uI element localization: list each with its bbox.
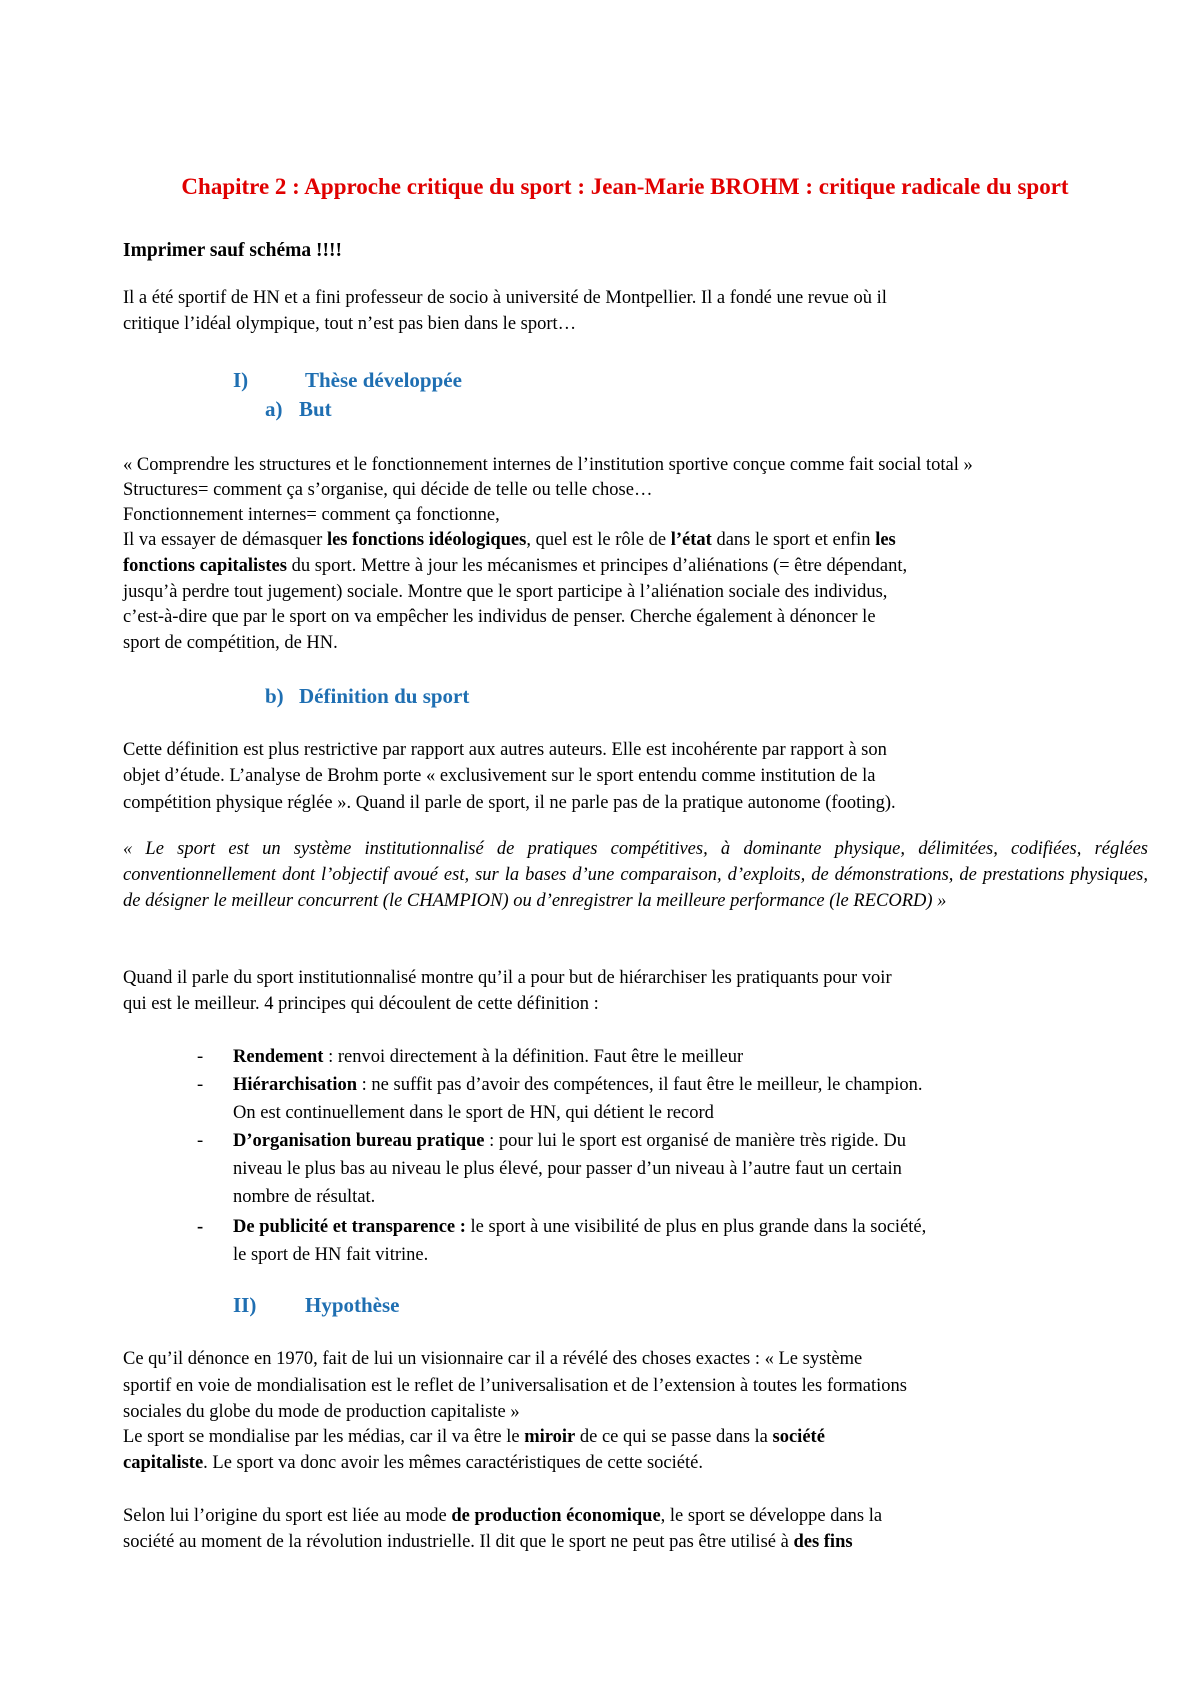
bold-term: fonctions capitalistes bbox=[123, 556, 287, 576]
principle-text: : ne suffit pas d’avoir des compétences, il faut être le meilleur, le champion. bbox=[357, 1075, 923, 1095]
bullet-dash: - bbox=[197, 1047, 204, 1067]
principle-text: le sport à une visibilité de plus en plus grande dans la société, bbox=[465, 1217, 927, 1237]
text-run: Il va essayer de démasquer bbox=[123, 530, 327, 550]
text-run: Selon lui l’origine du sport est liée au mode bbox=[123, 1506, 452, 1526]
bold-term: société bbox=[772, 1427, 825, 1447]
principle-publicite bbox=[233, 1213, 926, 1241]
principle-text: : pour lui le sport est organisé de manière très rigide. Du bbox=[484, 1131, 906, 1151]
bold-term: miroir bbox=[524, 1427, 576, 1447]
print-note: Imprimer sauf schéma !!!! bbox=[123, 240, 342, 261]
subsection-heading-a bbox=[265, 395, 332, 423]
but-line-7: c’est-à-dire que par le sport on va empêcher les individus de penser. Cherche également à dénoncer le bbox=[123, 607, 876, 627]
principles-intro-line-1: Quand il parle du sport institutionnalisé montre qu’il a pour but de hiérarchiser les pratiquants pour voir bbox=[123, 968, 892, 988]
but-line-5 bbox=[123, 553, 907, 579]
text-run: . Le sport va donc avoir les mêmes caractéristiques de cette société. bbox=[203, 1453, 703, 1473]
principle-continuation: niveau le plus bas au niveau le plus élevé, pour passer d’un niveau à l’autre faut un certain bbox=[233, 1159, 902, 1179]
bold-term: l’état bbox=[670, 530, 712, 550]
but-line-4 bbox=[123, 527, 896, 553]
principle-continuation: le sport de HN fait vitrine. bbox=[233, 1245, 429, 1265]
hypothese-line-1: Ce qu’il dénonce en 1970, fait de lui un visionnaire car il a révélé des choses exactes : « Le système bbox=[123, 1349, 863, 1369]
section-number: I) bbox=[233, 368, 249, 392]
text-run: , le sport se développe dans la bbox=[660, 1506, 883, 1526]
text-run: du sport. Mettre à jour les mécanismes et principes d’aliénations (= être dépendant, bbox=[286, 556, 908, 576]
hypothese-line-4 bbox=[123, 1424, 825, 1450]
but-line-3: Fonctionnement internes= comment ça fonctionne, bbox=[123, 505, 500, 525]
hypothese-line-5 bbox=[123, 1450, 703, 1476]
text-run: dans le sport et enfin bbox=[711, 530, 876, 550]
hypothese-line-3: sociales du globe du mode de production capitaliste » bbox=[123, 1402, 520, 1422]
intro-line-2: critique l’idéal olympique, tout n’est pas bien dans le sport… bbox=[123, 314, 577, 334]
bold-term: les fonctions idéologiques bbox=[326, 530, 527, 550]
section-label: Hypothèse bbox=[305, 1293, 400, 1317]
text-run: Le sport se mondialise par les médias, car il va être le bbox=[123, 1427, 525, 1447]
bold-term: des fins bbox=[793, 1532, 853, 1552]
text-run: société au moment de la révolution industrielle. Il dit que le sport ne peut pas être utilisé à bbox=[123, 1532, 794, 1552]
but-line-6: jusqu’à perdre tout jugement) sociale. Montre que le sport participe à l’aliénation sociale des individus, bbox=[123, 582, 888, 602]
principle-term: De publicité et transparence : bbox=[233, 1217, 466, 1237]
principle-hierarchisation bbox=[233, 1071, 923, 1099]
bold-term: les bbox=[875, 530, 896, 550]
principle-term: Rendement bbox=[233, 1047, 324, 1067]
text-run: de ce qui se passe dans la bbox=[575, 1427, 773, 1447]
principle-rendement bbox=[233, 1043, 743, 1071]
bullet-dash: - bbox=[197, 1217, 204, 1237]
principles-intro-line-2: qui est le meilleur. 4 principes qui découlent de cette définition : bbox=[123, 994, 599, 1014]
subsection-number: a) bbox=[265, 397, 283, 421]
principle-continuation: nombre de résultat. bbox=[233, 1187, 376, 1207]
but-line-8: sport de compétition, de HN. bbox=[123, 633, 338, 653]
hypothese-line-2: sportif en voie de mondialisation est le reflet de l’universalisation et de l’extension à toutes les formations bbox=[123, 1376, 907, 1396]
principle-term: D’organisation bureau pratique bbox=[233, 1131, 485, 1151]
intro-line-1: Il a été sportif de HN et a fini professeur de socio à université de Montpellier. Il a fondé une revue où il bbox=[123, 288, 887, 308]
text-run: , quel est le rôle de bbox=[526, 530, 671, 550]
section-heading-2 bbox=[233, 1291, 400, 1319]
bullet-dash: - bbox=[197, 1131, 204, 1151]
section-label: Thèse développée bbox=[305, 368, 462, 392]
subsection-number: b) bbox=[265, 684, 284, 708]
definition-line-1: Cette définition est plus restrictive par rapport aux autres auteurs. Elle est incohérente par rapport à son bbox=[123, 740, 887, 760]
bullet-dash: - bbox=[197, 1075, 204, 1095]
principle-organisation bbox=[233, 1127, 906, 1155]
principle-text: : renvoi directement à la définition. Faut être le meilleur bbox=[323, 1047, 744, 1067]
but-line-2: Structures= comment ça s’organise, qui décide de telle ou telle chose… bbox=[123, 480, 653, 500]
subsection-label: Définition du sport bbox=[299, 684, 470, 708]
section-number: II) bbox=[233, 1293, 257, 1317]
chapter-title: Chapitre 2 : Approche critique du sport : Jean-Marie BROHM : critique radicale du sport bbox=[181, 174, 1069, 199]
hypothese-line-7 bbox=[123, 1529, 853, 1555]
hypothese-line-6 bbox=[123, 1503, 882, 1529]
principle-term: Hiérarchisation bbox=[233, 1075, 358, 1095]
section-heading-1 bbox=[233, 366, 462, 394]
bold-term: capitaliste bbox=[123, 1453, 204, 1473]
but-line-1: « Comprendre les structures et le fonctionnement internes de l’institution sportive conçue comme fait social total » bbox=[123, 455, 973, 475]
subsection-label: But bbox=[299, 397, 332, 421]
definition-line-2: objet d’étude. L’analyse de Brohm porte « exclusivement sur le sport entendu comme institution de la bbox=[123, 766, 876, 786]
bold-term: de production économique bbox=[451, 1506, 661, 1526]
principle-continuation: On est continuellement dans le sport de HN, qui détient le record bbox=[233, 1103, 714, 1123]
subsection-heading-b bbox=[265, 682, 469, 710]
definition-quote: « Le sport est un système institutionnalisé de pratiques compétitives, à dominante physique, délimitées, codifiées, réglées conventionnellement dont l’objectif avoué est, sur la bases d’une comparaison, d’exploits, de démonstrations, de prestations physiques, de désigner le meilleur concurrent (le CHAMPION) ou d’enregistrer la meilleure performance (le RECORD) » bbox=[123, 839, 1148, 911]
definition-line-3: compétition physique réglée ». Quand il parle de sport, il ne parle pas de la pratique autonome (footing). bbox=[123, 793, 896, 813]
